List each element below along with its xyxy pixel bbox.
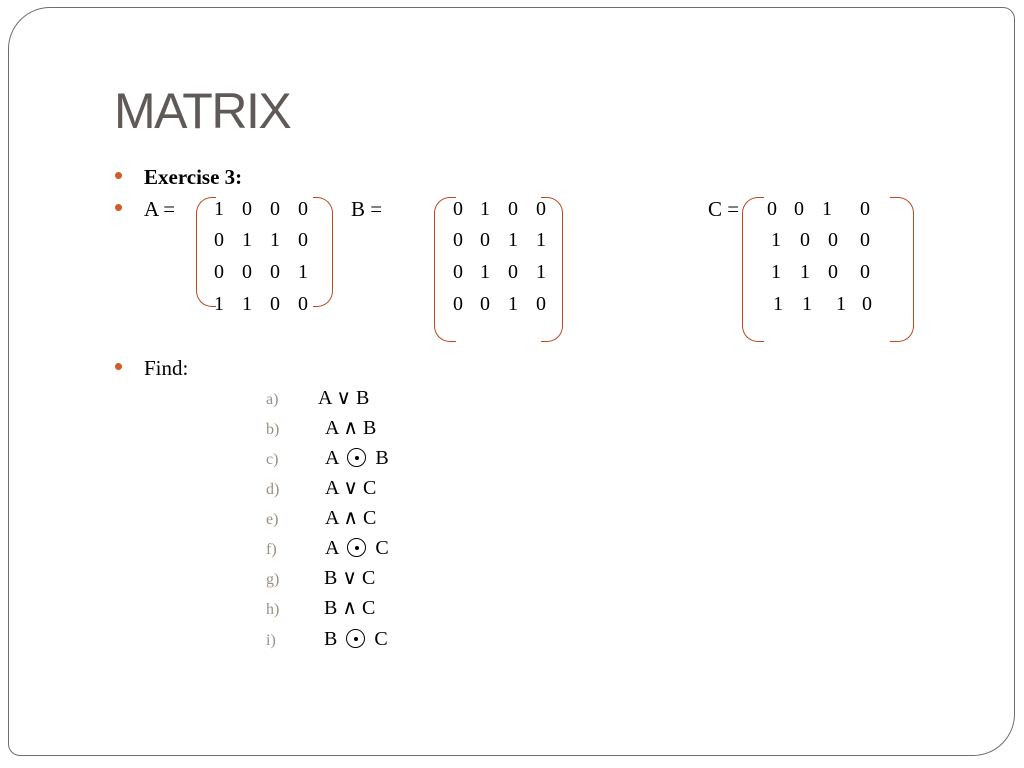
and-operator: ∧ (343, 417, 358, 439)
matrix-c-cell: 1 (771, 229, 781, 251)
operand: B (362, 417, 377, 439)
exercise-label: c) (266, 451, 279, 468)
bullet-dot (115, 172, 122, 179)
exercise-expression (324, 566, 375, 590)
matrix-c-label: C = (708, 197, 740, 221)
matrix-c-right-paren (890, 197, 914, 342)
matrix-a-right-paren (313, 197, 333, 307)
matrix-b-cell: 0 (480, 229, 490, 251)
matrix-b-cell: 1 (508, 229, 518, 251)
matrix-b-cell: 0 (536, 198, 546, 220)
exercise-label: g) (266, 571, 280, 588)
matrix-b-cell: 0 (453, 293, 463, 315)
matrix-a-cell: 0 (270, 261, 280, 283)
exercise-expression (324, 596, 375, 620)
exercise-expression (325, 416, 376, 440)
matrix-a-cell: 1 (298, 261, 308, 283)
exercise-label: f) (266, 541, 277, 558)
bullet-dot (115, 363, 122, 370)
matrix-b-cell: 1 (536, 229, 546, 251)
exercise-expression (324, 627, 388, 651)
exercise-label: d) (266, 481, 280, 498)
matrix-a-cell: 1 (214, 293, 224, 315)
matrix-b-cell: 1 (480, 198, 490, 220)
matrix-a-cell: 0 (298, 198, 308, 220)
matrix-c-cell: 0 (828, 261, 838, 283)
and-operator: ∧ (343, 507, 358, 529)
matrix-c-cell: 1 (800, 261, 810, 283)
matrix-b-cell: 1 (480, 261, 490, 283)
matrix-c-cell: 1 (822, 198, 832, 220)
matrix-c-cell: 0 (767, 198, 777, 220)
boolean-product-operator-icon (347, 538, 366, 557)
matrix-c-cell: 1 (771, 261, 781, 283)
boolean-product-operator-icon (347, 448, 366, 467)
operand: B (324, 628, 338, 650)
operand: B (324, 597, 338, 619)
matrix-c-cell: 0 (828, 229, 838, 251)
slide-title: MATRIX (114, 83, 291, 139)
exercise-label: i) (266, 632, 276, 649)
or-operator: ∨ (342, 567, 357, 589)
matrix-b-cell: 1 (536, 261, 546, 283)
operand: C (362, 507, 377, 529)
matrix-a-cell: 0 (270, 293, 280, 315)
find-heading: Find: (144, 356, 189, 380)
matrix-b-cell: 0 (508, 261, 518, 283)
or-operator: ∨ (343, 477, 358, 499)
operand: A (318, 387, 332, 409)
operand: C (361, 567, 376, 589)
bullet-dot (115, 204, 122, 211)
matrix-a-cell: 0 (298, 293, 308, 315)
operand: C (375, 537, 389, 559)
matrix-c-cell: 1 (802, 293, 812, 315)
matrix-a-label: A = (144, 197, 176, 221)
matrix-c-cell: 0 (862, 293, 872, 315)
matrix-a-cell: 0 (214, 261, 224, 283)
matrix-b-cell: 0 (480, 293, 490, 315)
exercise-expression (325, 536, 389, 560)
exercise-label: a) (266, 391, 279, 408)
operand: C (361, 597, 376, 619)
matrix-b-cell: 0 (453, 198, 463, 220)
operand: A (325, 537, 339, 559)
boolean-product-operator-icon (346, 629, 365, 648)
operand: B (324, 567, 338, 589)
matrix-b-cell: 0 (508, 198, 518, 220)
and-operator: ∧ (342, 597, 357, 619)
matrix-a-cell: 0 (242, 261, 252, 283)
matrix-a-cell: 1 (270, 229, 280, 251)
operand: C (374, 628, 388, 650)
matrix-a-cell: 1 (242, 229, 252, 251)
matrix-b-label: B = (351, 197, 383, 221)
matrix-b-cell: 0 (536, 293, 546, 315)
matrix-c-cell: 1 (773, 293, 783, 315)
matrix-c-cell: 1 (836, 293, 846, 315)
matrix-c-cell: 0 (860, 229, 870, 251)
matrix-a-cell: 0 (270, 198, 280, 220)
operand: C (362, 477, 377, 499)
matrix-c-cell: 0 (860, 198, 870, 220)
matrix-c-cell: 0 (794, 198, 804, 220)
matrix-a-cell: 1 (214, 198, 224, 220)
matrix-b-cell: 0 (453, 261, 463, 283)
exercise-expression (325, 446, 389, 470)
matrix-b-cell: 0 (453, 229, 463, 251)
operand: A (325, 477, 339, 499)
exercise-expression (325, 476, 376, 500)
exercise-label: b) (266, 421, 280, 438)
matrix-a-cell: 0 (242, 198, 252, 220)
operand: B (375, 447, 389, 469)
or-operator: ∨ (336, 387, 351, 409)
exercise-label: h) (266, 601, 280, 618)
exercise-expression (318, 386, 369, 410)
operand: A (325, 447, 339, 469)
operand: A (325, 507, 339, 529)
matrix-b-cell: 1 (508, 293, 518, 315)
exercise-heading: Exercise 3: (144, 165, 243, 189)
exercise-expression (325, 506, 376, 530)
exercise-label: e) (266, 511, 279, 528)
matrix-a-cell: 1 (242, 293, 252, 315)
matrix-c-cell: 0 (800, 229, 810, 251)
operand: B (355, 387, 370, 409)
matrix-c-cell: 0 (860, 261, 870, 283)
matrix-c-left-paren (742, 197, 764, 342)
matrix-a-cell: 0 (214, 229, 224, 251)
operand: A (325, 417, 339, 439)
matrix-a-cell: 0 (298, 229, 308, 251)
